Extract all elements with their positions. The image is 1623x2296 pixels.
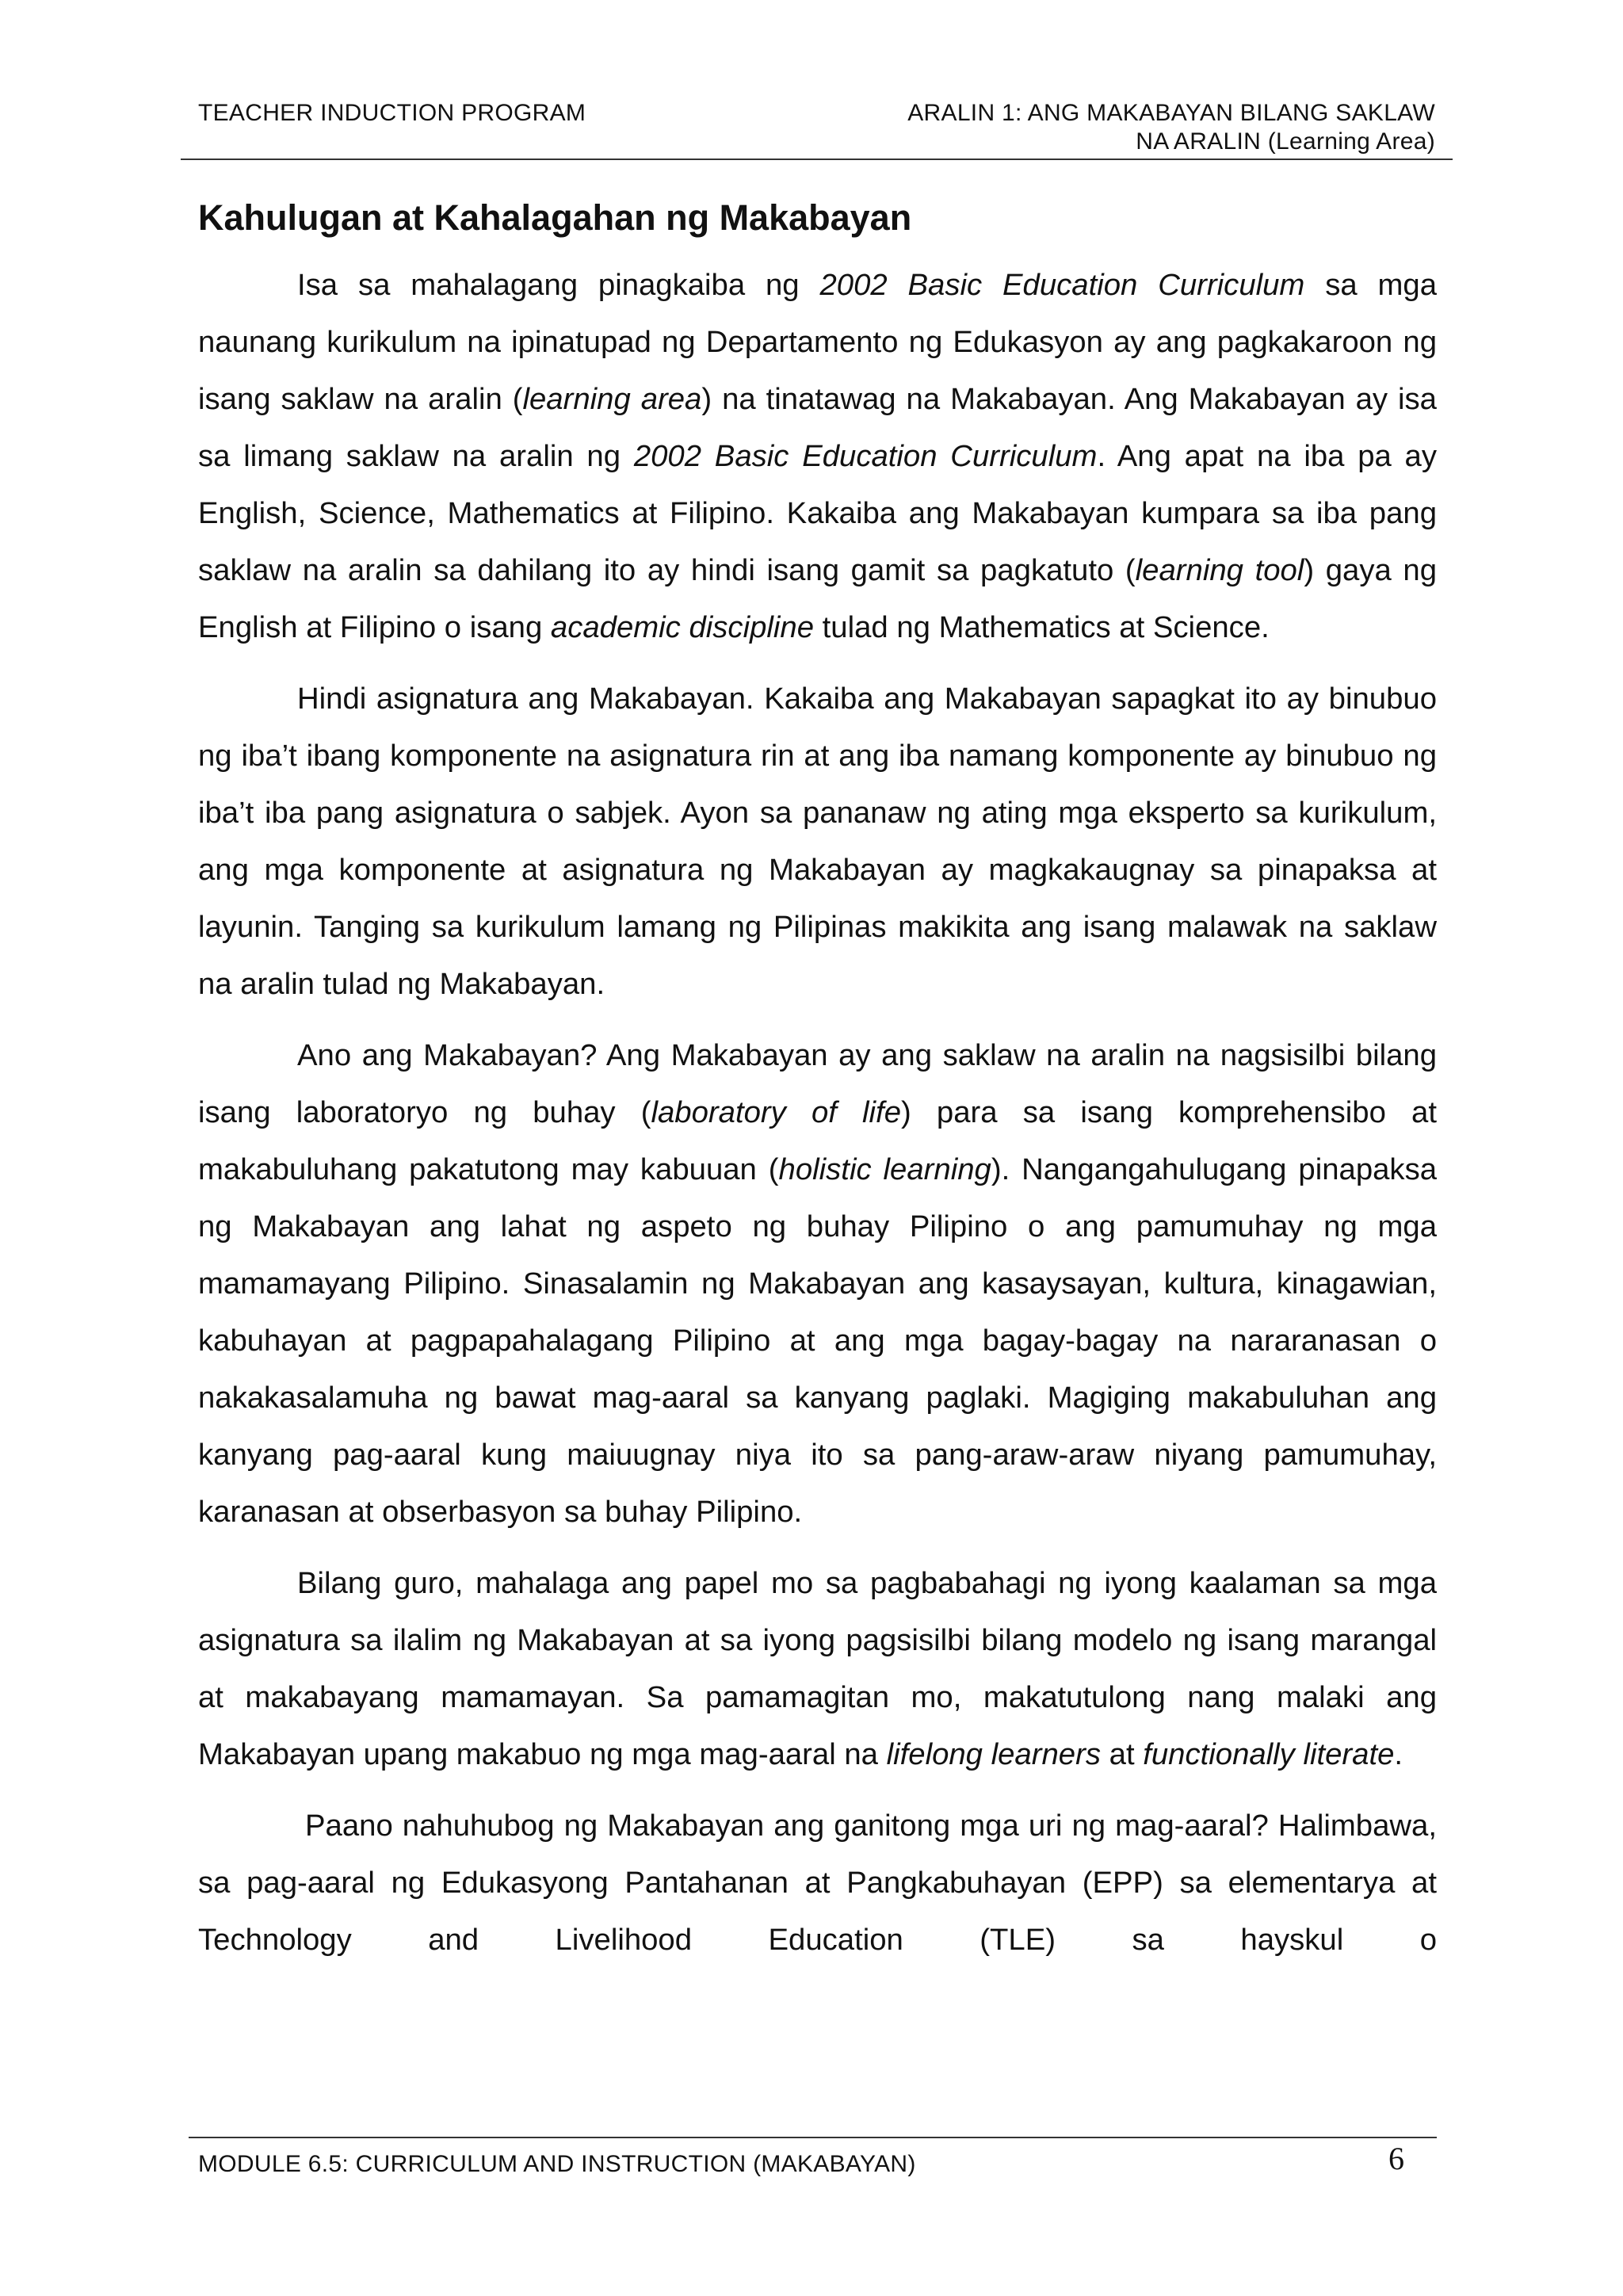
text-run: . [1394, 1737, 1403, 1771]
text-run: Hindi asignatura ang Makabayan. Kakaiba ang Makabayan sapagkat ito ay binubuo ng iba’t ibang komponente na asignatura rin at ang iba namang komponente ay binubuo ng iba’t iba pang asignatura o sabjek. Ayon sa pananaw ng ating mga eksperto sa kurikulum, ang mga komponente at asignatura ng Makabayan ay magkakaugnay sa pinapaksa at layunin. Tanging sa kurikulum lamang ng Pilipinas makikita ang isang malawak na saklaw na aralin tulad ng Makabayan. [198, 682, 1437, 1001]
body-text [198, 257, 1437, 1983]
text-run: tulad ng Mathematics at Science. [814, 610, 1270, 644]
text-run: . Ang apat na iba pa ay English, Science, Mathematics at Filipino. Kakaiba ang Makabayan kumpara sa iba pang saklaw na aralin sa dahilang ito ay hindi isang gamit sa pagkatuto ( [198, 439, 1438, 587]
footer-divider [189, 2137, 1437, 2138]
paragraph-3 [198, 1027, 1437, 1541]
running-header-right-line1: ARALIN 1: ANG MAKABAYAN BILANG SAKLAW [907, 100, 1435, 126]
header-divider [181, 159, 1453, 160]
italic-term: learning tool [1135, 553, 1304, 587]
italic-term: learning area [522, 382, 702, 416]
italic-term: 2002 Basic Education Curriculum [819, 268, 1305, 302]
italic-term: laboratory of life [651, 1095, 901, 1129]
text-run: ). Nangangahulugang pinapaksa ng Makabayan ang lahat ng aspeto ng buhay Pilipino o ang pamumuhay ng mga mamamayang Pilipino. Sinasalamin ng Makabayan ang kasaysayan, kultura, kinagawian, kabuhayan at pagpapahalagang Pilipino at ang mga bagay-bagay na nararanasan o nakakasalamuha ng bawat mag-aaral sa kanyang paglaki. Magiging makabuluhan ang kanyang pag-aaral kung maiuugnay niya ito sa pang-araw-araw niyang pamumuhay, karanasan at obserbasyon sa buhay Pilipino. [198, 1152, 1438, 1529]
italic-term: academic discipline [550, 610, 814, 644]
italic-term: functionally literate [1143, 1737, 1395, 1771]
text-run: Paano nahuhubog ng Makabayan ang ganitong mga uri ng mag-aaral? Halimbawa, sa pag-aaral ng Edukasyong Pantahanan at Pangkabuhayan (EPP) sa elementarya at Technology and Livelihood Education (TLE) sa hayskul o [198, 1809, 1437, 1957]
text-run: Ano ang Makabayan? Ang Makabayan ay ang saklaw na aralin na nagsisilbi bilang isang laboratoryo ng buhay ( [198, 1038, 1437, 1129]
paragraph-1 [198, 257, 1437, 656]
running-header-right [722, 99, 1435, 156]
running-header-left: TEACHER INDUCTION PROGRAM [198, 100, 586, 126]
italic-term: lifelong learners [886, 1737, 1101, 1771]
italic-term: holistic learning [778, 1152, 991, 1186]
paragraph-5 [198, 1797, 1437, 1969]
text-run: ) na tinatawag na Makabayan. Ang Makabayan ay isa sa limang saklaw na aralin ng [198, 382, 1437, 473]
italic-term: 2002 Basic Education Curriculum [633, 439, 1098, 473]
text-run: ) para sa isang komprehensibo at makabuluhang pakatutong may kabuuan ( [198, 1095, 1437, 1186]
text-run: at [1101, 1737, 1144, 1771]
text-run: Isa sa mahalagang pinagkaiba ng [297, 268, 820, 302]
page-number: 6 [1388, 2141, 1404, 2176]
running-footer: MODULE 6.5: CURRICULUM AND INSTRUCTION (MAKABAYAN) [198, 2151, 916, 2177]
section-title: Kahulugan at Kahalagahan ng Makabayan [198, 197, 912, 238]
text-run: Bilang guro, mahalaga ang papel mo sa pagbabahagi ng iyong kaalaman sa mga asignatura sa ilalim ng Makabayan at sa iyong pagsisilbi bilang modelo ng isang marangal at makabayang mamamayan. Sa pamamagitan mo, makatutulong nang malaki ang Makabayan upang makabuo ng mga mag-aaral na [198, 1566, 1437, 1771]
text-run: ) gaya ng English at Filipino o isang [198, 553, 1437, 644]
running-header-right-line2: NA ARALIN (Learning Area) [1136, 128, 1435, 155]
paragraph-4 [198, 1555, 1437, 1783]
paragraph-2 [198, 670, 1437, 1013]
text-run: sa mga naunang kurikulum na ipinatupad ng Departamento ng Edukasyon ay ang pagkakaroon ng isang saklaw na aralin ( [198, 268, 1437, 416]
